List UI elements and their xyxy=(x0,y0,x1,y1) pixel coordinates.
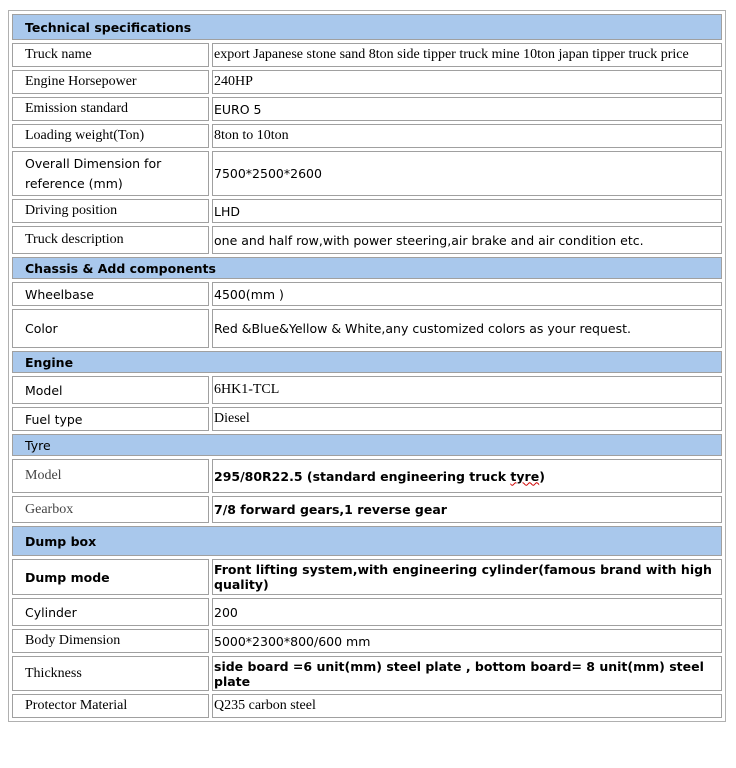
row-label-cylinder: Cylinder xyxy=(12,598,209,626)
row-value-truck-name: export Japanese stone sand 8ton side tipper truck mine 10ton japan tipper truck price xyxy=(212,43,722,67)
row-value-gearbox: 7/8 forward gears,1 reverse gear xyxy=(212,496,722,523)
table-row xyxy=(12,70,722,94)
row-value-engine-model: 6HK1-TCL xyxy=(212,376,722,404)
section-title-tyre: Tyre xyxy=(12,434,722,456)
row-label-truck-name: Truck name xyxy=(12,43,209,67)
row-value-protector-material: Q235 carbon steel xyxy=(212,694,722,718)
row-label-engine-model: Model xyxy=(12,376,209,404)
table-row xyxy=(12,559,722,595)
spec-table xyxy=(8,10,726,722)
row-label-tyre-model: Model xyxy=(12,459,209,493)
misspelled-word: tyre xyxy=(510,468,540,484)
row-label-fuel-type: Fuel type xyxy=(12,407,209,431)
row-value-thickness: side board =6 unit(mm) steel plate , bottom board= 8 unit(mm) steel plate xyxy=(212,656,722,691)
section-header-row xyxy=(12,257,722,279)
row-value-engine-horsepower: 240HP xyxy=(212,70,722,94)
section-title-engine: Engine xyxy=(12,351,722,373)
row-label-wheelbase: Wheelbase xyxy=(12,282,209,306)
table-row xyxy=(12,97,722,121)
row-label-truck-description: Truck description xyxy=(12,226,209,254)
row-label-gearbox: Gearbox xyxy=(12,496,209,523)
table-row xyxy=(12,598,722,626)
row-value-wheelbase: 4500(mm ) xyxy=(212,282,722,306)
table-row xyxy=(12,309,722,348)
row-label-dump-mode: Dump mode xyxy=(12,559,209,595)
table-row xyxy=(12,151,722,196)
tyre-value-end: ) xyxy=(539,468,545,484)
row-value-cylinder: 200 xyxy=(212,598,722,626)
row-value-fuel-type: Diesel xyxy=(212,407,722,431)
row-label-overall-dimension: Overall Dimension for reference (mm) xyxy=(12,151,209,196)
table-row xyxy=(12,199,722,223)
row-label-protector-material: Protector Material xyxy=(12,694,209,718)
table-row xyxy=(12,407,722,431)
row-value-emission-standard: EURO 5 xyxy=(212,97,722,121)
section-header-row xyxy=(12,14,722,40)
row-value-color: Red &Blue&Yellow & White,any customized colors as your request. xyxy=(212,309,722,348)
row-value-loading-weight: 8ton to 10ton xyxy=(212,124,722,148)
table-row xyxy=(12,459,722,493)
table-row xyxy=(12,496,722,523)
section-header-row xyxy=(12,351,722,373)
row-value-tyre-model xyxy=(212,459,722,493)
table-row xyxy=(12,226,722,254)
row-label-emission-standard: Emission standard xyxy=(12,97,209,121)
tyre-value-main: 295/80R22.5 (standard engineering truck xyxy=(214,468,511,484)
section-header-row xyxy=(12,526,722,556)
row-value-body-dimension: 5000*2300*800/600 mm xyxy=(212,629,722,653)
row-label-engine-horsepower: Engine Horsepower xyxy=(12,70,209,94)
section-title-dump-box: Dump box xyxy=(12,526,722,556)
section-header-row xyxy=(12,434,722,456)
table-row xyxy=(12,282,722,306)
row-label-color: Color xyxy=(12,309,209,348)
row-label-loading-weight: Loading weight(Ton) xyxy=(12,124,209,148)
row-label-thickness: Thickness xyxy=(12,656,209,691)
table-row xyxy=(12,124,722,148)
row-label-driving-position: Driving position xyxy=(12,199,209,223)
table-row xyxy=(12,656,722,691)
row-value-overall-dimension: 7500*2500*2600 xyxy=(212,151,722,196)
section-title-chassis: Chassis & Add components xyxy=(12,257,722,279)
table-row xyxy=(12,376,722,404)
row-value-truck-description: one and half row,with power steering,air brake and air condition etc. xyxy=(212,226,722,254)
table-row xyxy=(12,629,722,653)
row-value-dump-mode: Front lifting system,with engineering cylinder(famous brand with high quality) xyxy=(212,559,722,595)
table-row xyxy=(12,694,722,718)
table-row xyxy=(12,43,722,67)
row-label-body-dimension: Body Dimension xyxy=(12,629,209,653)
section-title-technical-specifications: Technical specifications xyxy=(12,14,722,40)
row-value-driving-position: LHD xyxy=(212,199,722,223)
